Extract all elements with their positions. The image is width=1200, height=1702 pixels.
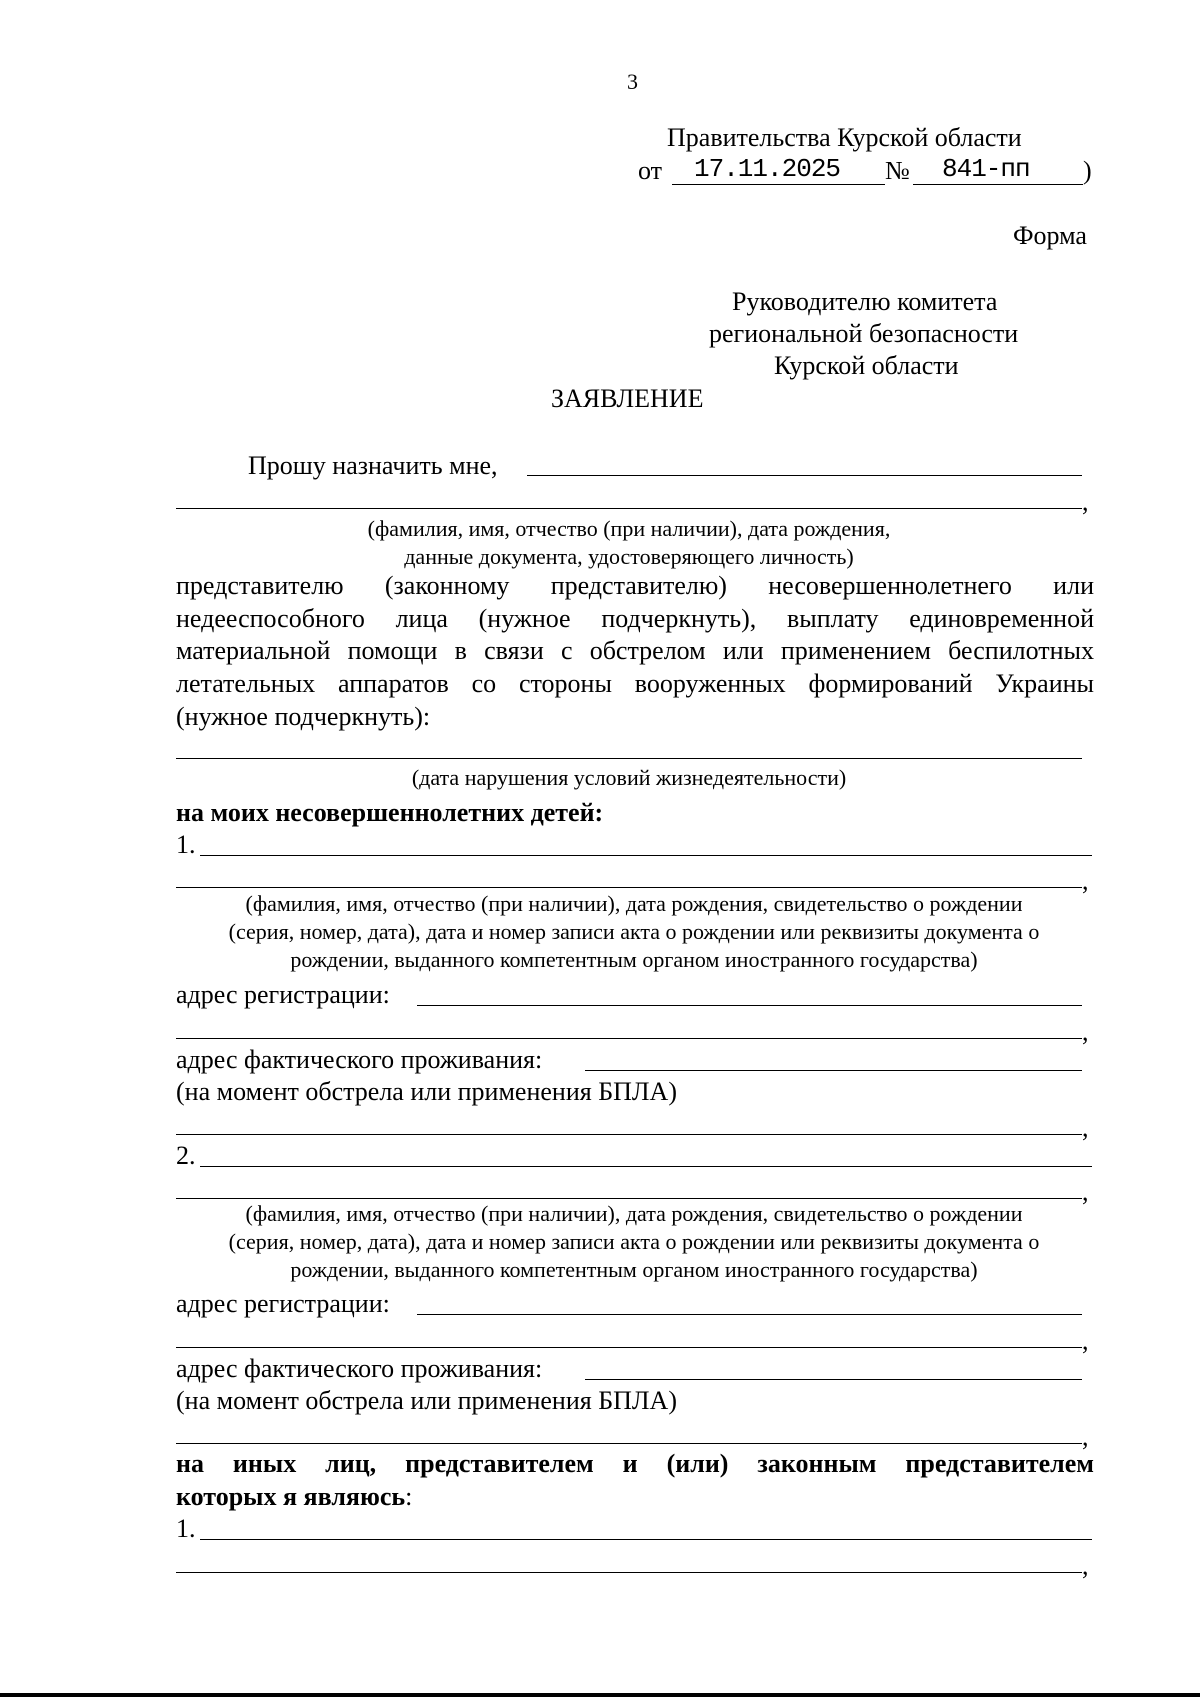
header-date-value: 17.11.2025 (694, 154, 841, 184)
violation-date-field[interactable] (176, 758, 1082, 759)
scan-bottom-edge (0, 1693, 1200, 1697)
comma: , (1082, 1017, 1089, 1046)
applicant-name-field[interactable] (527, 475, 1082, 476)
child-2-reg-address-field[interactable] (417, 1314, 1082, 1315)
header-close-paren: ) (1083, 156, 1092, 185)
child-2-number: 2. (176, 1141, 196, 1170)
child-1-reg-address-field[interactable] (417, 1005, 1082, 1006)
comma: , (1082, 1326, 1089, 1355)
request-lead: Прошу назначить мне, (248, 451, 498, 480)
header-number-value: 841-пп (942, 154, 1030, 184)
others-heading-line-2-bold: которых я являюсь (176, 1482, 406, 1511)
comma: , (1082, 1113, 1089, 1142)
other-1-details-field[interactable] (176, 1572, 1082, 1573)
children-heading: на моих несовершеннолетних детей: (176, 798, 604, 827)
comma: , (1082, 1551, 1089, 1580)
header-date-prefix: от (638, 156, 663, 185)
comma: , (1082, 1177, 1089, 1206)
child-1-name-field[interactable] (200, 855, 1092, 856)
child-2-caption-line-3: рождении, выданного компетентным органом иностранного государства) (290, 1257, 978, 1282)
child-2-actual-address-note: (на момент обстрела или применения БПЛА) (176, 1386, 677, 1415)
applicant-caption-line-2: данные документа, удостоверяющего личность) (404, 544, 854, 569)
child-1-actual-address-field-2[interactable] (176, 1134, 1082, 1135)
body-line-1: представителю (законному представителю) несовершеннолетнего или (176, 571, 1094, 600)
page-number: 3 (627, 69, 638, 94)
comma: , (1082, 866, 1089, 895)
child-1-caption-line-1: (фамилия, имя, отчество (при наличии), дата рождения, свидетельство о рождении (245, 891, 1023, 916)
body-line-5: (нужное подчеркнуть): (176, 702, 431, 731)
child-1-details-field[interactable] (176, 887, 1082, 888)
comma: , (1082, 487, 1089, 516)
comma: , (1082, 1422, 1089, 1451)
child-1-reg-address-label: адрес регистрации: (176, 980, 390, 1009)
child-2-reg-address-label: адрес регистрации: (176, 1289, 390, 1318)
child-2-actual-address-field[interactable] (585, 1379, 1082, 1380)
child-1-caption-line-2: (серия, номер, дата), дата и номер записи акта о рождении или реквизиты документа о (228, 919, 1040, 944)
addressee-line-3: Курской области (774, 351, 959, 380)
child-1-reg-address-field-2[interactable] (176, 1038, 1082, 1039)
applicant-caption-line-1: (фамилия, имя, отчество (при наличии), дата рождения, (367, 516, 891, 541)
child-1-caption-line-3: рождении, выданного компетентным органом иностранного государства) (290, 947, 978, 972)
others-heading-line-2 (176, 1481, 412, 1513)
child-1-actual-address-label: адрес фактического проживания: (176, 1045, 543, 1074)
child-2-details-field[interactable] (176, 1198, 1082, 1199)
body-line-4: летательных аппаратов со стороны вооруженных формирований Украины (176, 669, 1094, 698)
document-title: ЗАЯВЛЕНИЕ (551, 384, 704, 413)
child-2-actual-address-field-2[interactable] (176, 1443, 1082, 1444)
header-number-prefix: № (885, 156, 910, 185)
other-1-number: 1. (176, 1514, 196, 1543)
addressee-line-1: Руководителю комитета (732, 287, 998, 316)
others-heading-line-2-tail: : (405, 1482, 413, 1511)
others-heading-line-1: на иных лиц, представителем и (или) законным представителем (176, 1449, 1094, 1478)
child-1-number: 1. (176, 830, 196, 859)
child-2-caption-line-1: (фамилия, имя, отчество (при наличии), дата рождения, свидетельство о рождении (245, 1201, 1023, 1226)
body-line-3: материальной помощи в связи с обстрелом или применением беспилотных (176, 636, 1094, 665)
addressee-line-2: региональной безопасности (709, 319, 1019, 348)
applicant-details-field[interactable] (176, 508, 1082, 509)
child-2-name-field[interactable] (200, 1166, 1092, 1167)
form-label: Форма (1013, 221, 1087, 250)
header-gov-line: Правительства Курской области (667, 123, 1022, 152)
child-1-actual-address-note: (на момент обстрела или применения БПЛА) (176, 1077, 677, 1106)
child-2-reg-address-field-2[interactable] (176, 1347, 1082, 1348)
child-2-actual-address-label: адрес фактического проживания: (176, 1354, 543, 1383)
date-caption: (дата нарушения условий жизнедеятельности) (411, 765, 847, 790)
body-line-2: недееспособного лица (нужное подчеркнуть), выплату единовременной (176, 604, 1094, 633)
child-2-caption-line-2: (серия, номер, дата), дата и номер записи акта о рождении или реквизиты документа о (228, 1229, 1040, 1254)
child-1-actual-address-field[interactable] (585, 1070, 1082, 1071)
other-1-name-field[interactable] (200, 1539, 1092, 1540)
